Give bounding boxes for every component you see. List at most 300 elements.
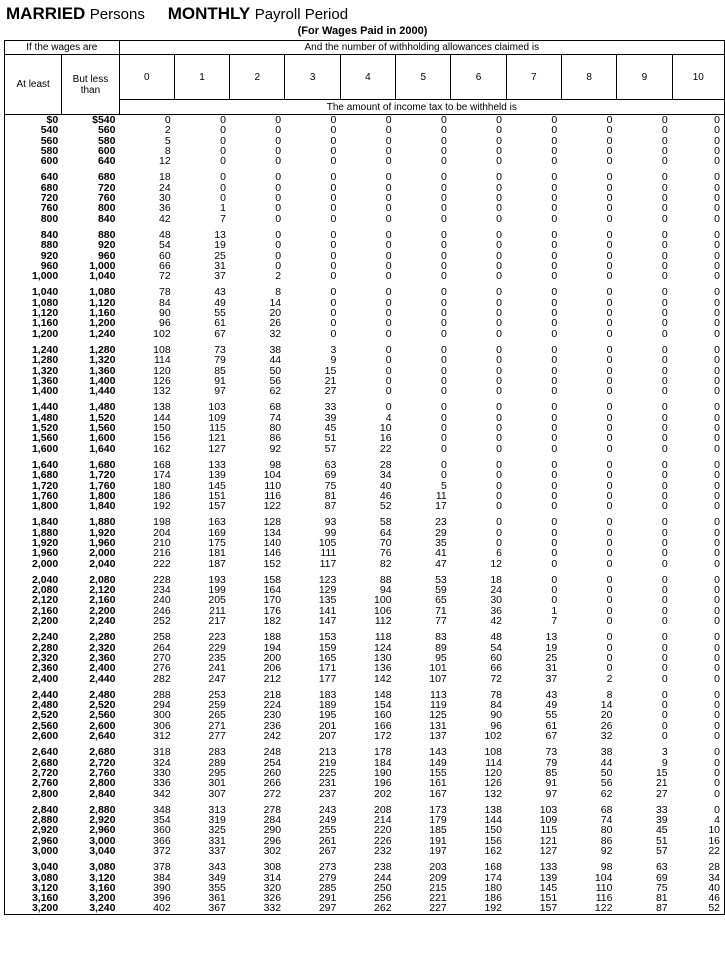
cell-withholding-6: 42 bbox=[490, 615, 502, 628]
cell-but-less-than: 1,000 bbox=[89, 259, 116, 272]
cell-withholding-7: 0 bbox=[551, 442, 558, 455]
cell-withholding-8: 0 bbox=[606, 631, 613, 644]
cell-but-less-than: 3,120 bbox=[89, 871, 116, 884]
cell-withholding-7: 19 bbox=[545, 641, 558, 654]
cell-withholding-3: 123 bbox=[318, 573, 337, 586]
cell-withholding-2: 86 bbox=[269, 432, 282, 445]
table-rows bbox=[5, 115, 724, 914]
cell-but-less-than: 1,800 bbox=[89, 489, 116, 502]
cell-withholding-2: 0 bbox=[275, 171, 282, 184]
cell-withholding-9: 21 bbox=[655, 777, 668, 790]
cell-withholding-0: 18 bbox=[159, 171, 171, 184]
cell-withholding-8: 116 bbox=[595, 892, 613, 905]
cell-but-less-than: 1,160 bbox=[89, 307, 116, 320]
cell-withholding-2: 0 bbox=[275, 155, 282, 168]
title-monthly: MONTHLY bbox=[167, 4, 251, 23]
cell-at-least: 2,360 bbox=[31, 662, 59, 675]
cell-withholding-5: 203 bbox=[429, 861, 447, 874]
cell-withholding-0: 246 bbox=[153, 604, 171, 617]
cell-withholding-9: 0 bbox=[661, 573, 668, 586]
cell-withholding-9: 63 bbox=[655, 861, 668, 874]
cell-at-least: 880 bbox=[40, 239, 59, 252]
cell-withholding-1: 43 bbox=[214, 286, 226, 299]
cell-withholding-10: 0 bbox=[714, 212, 720, 225]
cell-but-less-than: 1,280 bbox=[89, 343, 116, 356]
cell-withholding-5: 17 bbox=[435, 500, 447, 513]
cell-withholding-3: 0 bbox=[330, 144, 337, 157]
cell-withholding-2: 8 bbox=[275, 286, 282, 299]
header-allowances-label: And the number of withholding allowances claimed is bbox=[119, 41, 724, 55]
cell-withholding-10: 0 bbox=[714, 317, 720, 330]
cell-withholding-2: 44 bbox=[269, 354, 282, 367]
cell-withholding-0: 264 bbox=[153, 641, 171, 654]
cell-withholding-4: 0 bbox=[385, 144, 392, 157]
cell-withholding-5: 53 bbox=[435, 573, 447, 586]
cell-withholding-6: 0 bbox=[496, 239, 502, 252]
cell-withholding-2: 134 bbox=[263, 526, 282, 539]
cell-withholding-5: 143 bbox=[429, 746, 447, 759]
cell-withholding-3: 0 bbox=[330, 155, 337, 168]
cell-at-least: 2,040 bbox=[31, 573, 59, 586]
cell-withholding-5: 95 bbox=[435, 651, 447, 664]
cell-withholding-6: 0 bbox=[496, 181, 502, 194]
cell-withholding-2: 0 bbox=[275, 114, 282, 126]
cell-withholding-8: 0 bbox=[606, 228, 613, 241]
cell-at-least: 2,520 bbox=[31, 709, 59, 722]
cell-withholding-3: 0 bbox=[330, 317, 337, 330]
cell-withholding-1: 97 bbox=[214, 385, 226, 398]
cell-withholding-6: 90 bbox=[490, 709, 502, 722]
cell-withholding-10: 40 bbox=[708, 881, 720, 894]
cell-withholding-4: 106 bbox=[374, 604, 392, 617]
cell-withholding-2: 0 bbox=[275, 192, 282, 205]
cell-withholding-7: 55 bbox=[545, 709, 558, 722]
cell-withholding-6: 0 bbox=[496, 171, 502, 184]
cell-withholding-7: 7 bbox=[551, 615, 558, 628]
cell-but-less-than: 640 bbox=[97, 155, 116, 168]
cell-withholding-0: 354 bbox=[153, 814, 171, 827]
cell-withholding-1: 19 bbox=[214, 239, 226, 252]
cell-withholding-0: 42 bbox=[159, 212, 171, 225]
cell-withholding-1: 0 bbox=[220, 134, 226, 147]
cell-at-least: 840 bbox=[40, 228, 59, 241]
cell-withholding-6: 18 bbox=[490, 573, 502, 586]
cell-withholding-2: 38 bbox=[269, 343, 282, 356]
cell-withholding-1: 7 bbox=[220, 212, 226, 225]
cell-withholding-8: 62 bbox=[600, 787, 613, 800]
cell-withholding-7: 151 bbox=[539, 892, 558, 905]
cell-but-less-than: 1,560 bbox=[89, 422, 116, 435]
cell-withholding-1: 0 bbox=[220, 181, 226, 194]
cell-at-least: 1,720 bbox=[31, 479, 59, 492]
cell-withholding-6: 0 bbox=[496, 144, 502, 157]
cell-withholding-7: 43 bbox=[545, 688, 558, 701]
cell-withholding-3: 3 bbox=[330, 343, 337, 356]
title-period: Payroll Period bbox=[254, 6, 349, 23]
cell-withholding-2: 122 bbox=[263, 500, 282, 513]
cell-withholding-1: 61 bbox=[214, 317, 226, 330]
cell-withholding-7: 79 bbox=[545, 756, 558, 769]
cell-withholding-3: 255 bbox=[318, 824, 337, 837]
cell-withholding-6: 0 bbox=[496, 134, 502, 147]
cell-withholding-2: 116 bbox=[264, 489, 282, 502]
cell-but-less-than: 2,440 bbox=[89, 672, 116, 685]
cell-withholding-8: 0 bbox=[606, 536, 613, 549]
cell-withholding-7: 0 bbox=[551, 202, 558, 215]
cell-withholding-6: 0 bbox=[496, 114, 502, 126]
cell-withholding-4: 0 bbox=[385, 181, 392, 194]
cell-withholding-3: 201 bbox=[318, 719, 337, 732]
cell-withholding-6: 132 bbox=[484, 787, 502, 800]
cell-withholding-9: 27 bbox=[655, 787, 668, 800]
cell-withholding-5: 173 bbox=[429, 803, 447, 816]
cell-withholding-5: 0 bbox=[440, 192, 447, 205]
cell-at-least: 1,880 bbox=[31, 526, 59, 539]
cell-withholding-2: 2 bbox=[275, 270, 282, 283]
cell-withholding-5: 0 bbox=[440, 212, 447, 225]
cell-at-least: 2,560 bbox=[31, 719, 59, 732]
cell-at-least: 1,560 bbox=[31, 432, 59, 445]
cell-withholding-0: 234 bbox=[153, 584, 171, 597]
cell-withholding-7: 0 bbox=[551, 134, 558, 147]
cell-withholding-4: 154 bbox=[374, 699, 392, 712]
cell-withholding-1: 313 bbox=[208, 803, 226, 816]
cell-withholding-0: 132 bbox=[153, 385, 171, 398]
cell-withholding-0: 108 bbox=[153, 343, 171, 356]
cell-withholding-9: 0 bbox=[661, 296, 668, 309]
cell-withholding-7: 85 bbox=[545, 766, 558, 779]
cell-withholding-9: 0 bbox=[661, 526, 668, 539]
cell-withholding-8: 2 bbox=[606, 672, 613, 685]
cell-withholding-3: 75 bbox=[324, 479, 337, 492]
cell-withholding-2: 74 bbox=[269, 411, 282, 424]
cell-withholding-8: 0 bbox=[606, 401, 613, 414]
cell-at-least: 1,360 bbox=[31, 374, 59, 387]
cell-withholding-0: 36 bbox=[159, 202, 171, 215]
cell-withholding-0: 60 bbox=[159, 249, 171, 262]
cell-withholding-7: 0 bbox=[551, 114, 558, 126]
cell-at-least: 1,960 bbox=[31, 547, 59, 560]
cell-withholding-7: 0 bbox=[551, 411, 558, 424]
cell-but-less-than: 1,960 bbox=[89, 536, 116, 549]
cell-withholding-4: 0 bbox=[385, 364, 392, 377]
cell-but-less-than: 1,680 bbox=[89, 458, 116, 471]
header-wages-label: If the wages are bbox=[5, 41, 120, 55]
cell-withholding-0: 126 bbox=[153, 374, 171, 387]
cell-at-least: 3,200 bbox=[31, 902, 59, 915]
cell-withholding-10: 0 bbox=[714, 385, 720, 398]
cell-withholding-4: 262 bbox=[374, 902, 392, 915]
cell-withholding-2: 104 bbox=[263, 469, 282, 482]
cell-withholding-2: 0 bbox=[275, 228, 282, 241]
cell-withholding-2: 68 bbox=[269, 401, 282, 414]
table-row bbox=[5, 778, 724, 788]
cell-withholding-10: 10 bbox=[708, 824, 720, 837]
cell-withholding-10: 0 bbox=[714, 192, 720, 205]
cell-withholding-4: 76 bbox=[379, 547, 392, 560]
cell-withholding-0: 72 bbox=[159, 270, 171, 283]
cell-withholding-2: 194 bbox=[263, 641, 282, 654]
cell-withholding-3: 0 bbox=[330, 202, 337, 215]
cell-withholding-6: 84 bbox=[490, 699, 502, 712]
header-col-10: 10 bbox=[672, 55, 724, 100]
cell-withholding-3: 0 bbox=[330, 171, 337, 184]
cell-but-less-than: 2,400 bbox=[89, 662, 116, 675]
header-col-2: 2 bbox=[230, 55, 285, 100]
cell-withholding-3: 63 bbox=[324, 458, 337, 471]
cell-but-less-than: 2,640 bbox=[89, 730, 116, 743]
cell-withholding-8: 0 bbox=[606, 479, 613, 492]
cell-withholding-6: 0 bbox=[496, 212, 502, 225]
cell-withholding-4: 118 bbox=[374, 631, 392, 644]
cell-withholding-2: 92 bbox=[269, 442, 282, 455]
cell-withholding-1: 223 bbox=[208, 631, 226, 644]
cell-but-less-than: 2,720 bbox=[89, 756, 116, 769]
cell-withholding-9: 0 bbox=[661, 192, 668, 205]
cell-withholding-8: 0 bbox=[606, 327, 613, 340]
cell-withholding-0: 402 bbox=[153, 902, 171, 915]
cell-withholding-6: 0 bbox=[496, 192, 502, 205]
cell-withholding-6: 180 bbox=[484, 881, 502, 894]
cell-withholding-4: 100 bbox=[374, 594, 392, 607]
cell-withholding-10: 0 bbox=[714, 536, 720, 549]
cell-withholding-9: 0 bbox=[661, 259, 668, 272]
cell-but-less-than: 1,840 bbox=[89, 500, 116, 513]
cell-but-less-than: 2,560 bbox=[89, 709, 116, 722]
cell-withholding-4: 112 bbox=[374, 615, 392, 628]
cell-withholding-2: 296 bbox=[263, 834, 282, 847]
header-col-1: 1 bbox=[174, 55, 229, 100]
cell-withholding-7: 0 bbox=[551, 594, 558, 607]
cell-withholding-8: 0 bbox=[606, 662, 613, 675]
cell-withholding-6: 0 bbox=[496, 259, 502, 272]
cell-but-less-than: 3,200 bbox=[89, 892, 116, 905]
cell-withholding-7: 0 bbox=[551, 364, 558, 377]
cell-withholding-10: 0 bbox=[714, 489, 720, 502]
cell-withholding-4: 202 bbox=[374, 787, 392, 800]
cell-withholding-7: 157 bbox=[539, 902, 558, 915]
cell-withholding-8: 0 bbox=[606, 526, 613, 539]
cell-withholding-1: 205 bbox=[208, 594, 226, 607]
cell-but-less-than: 1,240 bbox=[89, 327, 116, 340]
cell-at-least: 1,440 bbox=[31, 401, 59, 414]
cell-withholding-6: 0 bbox=[496, 286, 502, 299]
cell-but-less-than: 1,120 bbox=[89, 296, 116, 309]
cell-withholding-0: 306 bbox=[153, 719, 171, 732]
cell-withholding-1: 25 bbox=[214, 249, 226, 262]
cell-withholding-2: 152 bbox=[263, 557, 282, 570]
cell-withholding-3: 0 bbox=[330, 270, 337, 283]
cell-withholding-2: 0 bbox=[275, 239, 282, 252]
cell-withholding-5: 71 bbox=[435, 604, 447, 617]
cell-withholding-9: 0 bbox=[661, 249, 668, 262]
cell-withholding-8: 44 bbox=[600, 756, 613, 769]
cell-withholding-5: 41 bbox=[435, 547, 447, 560]
cell-withholding-9: 0 bbox=[661, 212, 668, 225]
table-row bbox=[5, 616, 724, 626]
cell-withholding-10: 0 bbox=[714, 500, 720, 513]
cell-withholding-4: 232 bbox=[374, 845, 392, 857]
cell-but-less-than: 680 bbox=[97, 171, 116, 184]
cell-withholding-7: 0 bbox=[551, 307, 558, 320]
title-persons: Persons bbox=[89, 6, 145, 23]
cell-withholding-4: 130 bbox=[374, 651, 392, 664]
header-but-less-than-text: But less than bbox=[72, 73, 109, 96]
cell-withholding-3: 0 bbox=[330, 307, 337, 320]
cell-withholding-3: 129 bbox=[318, 584, 337, 597]
table-row bbox=[5, 731, 724, 741]
cell-withholding-8: 20 bbox=[600, 709, 613, 722]
cell-at-least: 2,000 bbox=[31, 557, 59, 570]
cell-withholding-8: 0 bbox=[606, 411, 613, 424]
cell-withholding-3: 93 bbox=[324, 516, 337, 529]
cell-withholding-8: 122 bbox=[594, 902, 613, 915]
cell-withholding-10: 52 bbox=[708, 902, 720, 915]
cell-withholding-8: 0 bbox=[606, 202, 613, 215]
cell-at-least: 2,640 bbox=[31, 746, 59, 759]
cell-withholding-3: 171 bbox=[318, 662, 337, 675]
cell-withholding-10: 0 bbox=[714, 672, 720, 685]
cell-withholding-2: 158 bbox=[263, 573, 282, 586]
cell-withholding-2: 110 bbox=[264, 479, 282, 492]
cell-withholding-8: 80 bbox=[600, 824, 613, 837]
cell-withholding-1: 133 bbox=[208, 458, 226, 471]
cell-withholding-5: 0 bbox=[440, 144, 447, 157]
cell-withholding-6: 0 bbox=[496, 202, 502, 215]
cell-withholding-5: 0 bbox=[440, 286, 447, 299]
cell-withholding-4: 0 bbox=[385, 114, 392, 126]
cell-withholding-3: 117 bbox=[319, 557, 337, 570]
cell-withholding-6: 0 bbox=[496, 228, 502, 241]
cell-at-least: 1,760 bbox=[31, 489, 59, 502]
cell-withholding-7: 0 bbox=[551, 249, 558, 262]
cell-withholding-6: 0 bbox=[496, 270, 502, 283]
cell-withholding-0: 324 bbox=[153, 756, 171, 769]
cell-at-least: 1,520 bbox=[31, 422, 59, 435]
cell-withholding-8: 50 bbox=[600, 766, 613, 779]
cell-withholding-2: 302 bbox=[263, 845, 282, 857]
cell-withholding-9: 0 bbox=[661, 500, 668, 513]
cell-withholding-4: 28 bbox=[379, 458, 392, 471]
cell-withholding-6: 0 bbox=[496, 249, 502, 262]
table-row bbox=[5, 789, 724, 799]
cell-at-least: 1,200 bbox=[31, 327, 59, 340]
cell-but-less-than: 2,680 bbox=[89, 746, 116, 759]
cell-withholding-1: 157 bbox=[208, 500, 226, 513]
cell-withholding-4: 208 bbox=[374, 803, 392, 816]
cell-withholding-4: 244 bbox=[374, 871, 392, 884]
cell-withholding-8: 0 bbox=[606, 364, 613, 377]
cell-withholding-9: 0 bbox=[661, 719, 668, 732]
cell-withholding-8: 32 bbox=[600, 730, 613, 743]
cell-withholding-4: 0 bbox=[385, 307, 392, 320]
cell-withholding-0: 378 bbox=[153, 861, 171, 874]
cell-withholding-2: 0 bbox=[275, 124, 282, 137]
cell-at-least: 3,160 bbox=[31, 892, 59, 905]
cell-withholding-3: 15 bbox=[324, 364, 337, 377]
cell-withholding-5: 0 bbox=[440, 432, 447, 445]
cell-withholding-4: 4 bbox=[385, 411, 392, 424]
cell-at-least: 2,240 bbox=[31, 631, 59, 644]
cell-withholding-9: 0 bbox=[661, 411, 668, 424]
cell-withholding-6: 174 bbox=[484, 871, 502, 884]
cell-at-least: 2,480 bbox=[31, 699, 59, 712]
cell-withholding-6: 6 bbox=[496, 547, 502, 560]
cell-withholding-5: 113 bbox=[430, 688, 447, 701]
cell-withholding-10: 0 bbox=[714, 422, 720, 435]
cell-withholding-9: 75 bbox=[655, 881, 668, 894]
cell-but-less-than: 2,120 bbox=[89, 584, 116, 597]
cell-but-less-than: 920 bbox=[97, 239, 116, 252]
cell-withholding-10: 0 bbox=[714, 526, 720, 539]
cell-withholding-7: 0 bbox=[551, 500, 558, 513]
cell-withholding-7: 0 bbox=[551, 469, 558, 482]
cell-but-less-than: 1,320 bbox=[89, 354, 116, 367]
cell-withholding-0: 276 bbox=[153, 662, 171, 675]
cell-withholding-6: 156 bbox=[484, 834, 502, 847]
cell-withholding-9: 0 bbox=[661, 124, 668, 137]
cell-withholding-9: 0 bbox=[661, 709, 668, 722]
cell-withholding-1: 13 bbox=[214, 228, 226, 241]
cell-withholding-4: 94 bbox=[379, 584, 392, 597]
cell-but-less-than: 2,360 bbox=[89, 651, 116, 664]
cell-withholding-10: 0 bbox=[714, 327, 720, 340]
cell-at-least: 2,880 bbox=[31, 814, 59, 827]
cell-withholding-2: 170 bbox=[263, 594, 282, 607]
cell-withholding-7: 0 bbox=[551, 374, 558, 387]
cell-withholding-7: 0 bbox=[551, 181, 558, 194]
cell-withholding-0: 96 bbox=[159, 317, 171, 330]
cell-but-less-than: 2,840 bbox=[89, 787, 116, 800]
cell-withholding-8: 0 bbox=[606, 249, 613, 262]
cell-withholding-2: 248 bbox=[263, 746, 282, 759]
cell-withholding-7: 0 bbox=[551, 547, 558, 560]
cell-withholding-2: 62 bbox=[269, 385, 282, 398]
cell-withholding-7: 0 bbox=[551, 192, 558, 205]
cell-withholding-4: 190 bbox=[374, 766, 392, 779]
cell-withholding-3: 135 bbox=[318, 594, 337, 607]
cell-withholding-3: 0 bbox=[330, 124, 337, 137]
cell-withholding-9: 0 bbox=[661, 615, 668, 628]
cell-at-least: 920 bbox=[40, 249, 59, 262]
cell-withholding-6: 0 bbox=[496, 411, 502, 424]
cell-withholding-9: 0 bbox=[661, 584, 668, 597]
cell-withholding-10: 0 bbox=[714, 228, 720, 241]
cell-withholding-8: 0 bbox=[606, 557, 613, 570]
cell-withholding-1: 0 bbox=[220, 124, 226, 137]
cell-withholding-8: 0 bbox=[606, 192, 613, 205]
cell-withholding-10: 0 bbox=[714, 756, 720, 769]
cell-withholding-3: 141 bbox=[318, 604, 337, 617]
cell-withholding-10: 0 bbox=[714, 239, 720, 252]
cell-at-least: 640 bbox=[40, 171, 59, 184]
cell-withholding-8: 98 bbox=[600, 861, 613, 874]
cell-withholding-3: 243 bbox=[318, 803, 337, 816]
cell-withholding-9: 0 bbox=[661, 479, 668, 492]
cell-at-least: 560 bbox=[40, 134, 59, 147]
cell-withholding-9: 15 bbox=[655, 766, 668, 779]
cell-withholding-5: 59 bbox=[435, 584, 447, 597]
cell-withholding-2: 140 bbox=[263, 536, 282, 549]
cell-withholding-4: 220 bbox=[374, 824, 392, 837]
cell-withholding-10: 0 bbox=[714, 432, 720, 445]
cell-withholding-7: 31 bbox=[545, 662, 558, 675]
cell-withholding-0: 336 bbox=[153, 777, 171, 790]
cell-withholding-6: 138 bbox=[484, 803, 502, 816]
cell-withholding-0: 366 bbox=[153, 834, 171, 847]
cell-at-least: 540 bbox=[40, 124, 59, 137]
cell-withholding-7: 109 bbox=[539, 814, 558, 827]
